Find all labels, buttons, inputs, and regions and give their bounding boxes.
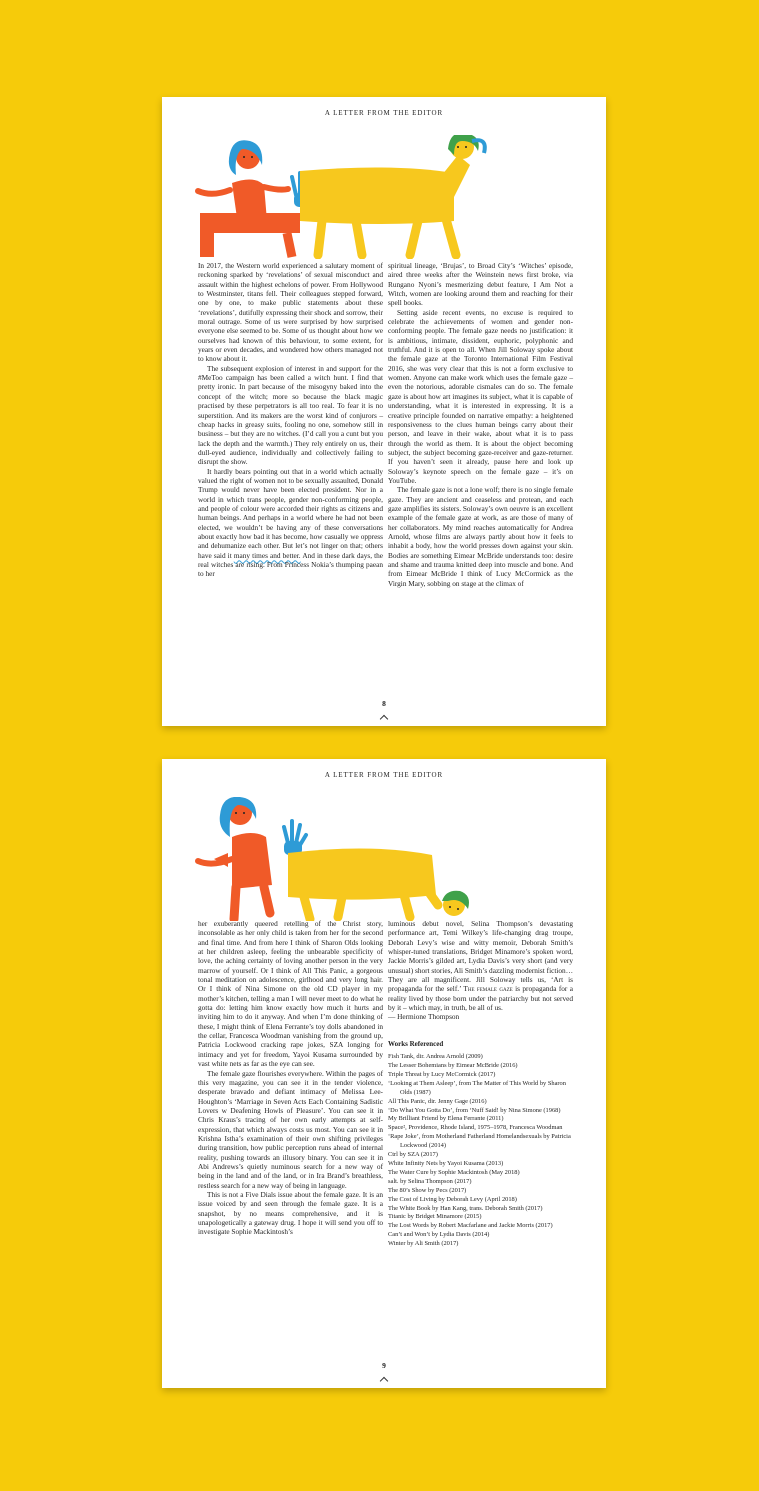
paragraph-text: And in these dark days, the real witches are rising. From Princess Nokia’s thumping paean to her: [198, 550, 384, 579]
small-caps-text: The female gaze: [463, 984, 513, 994]
list-item: Triple Threat by Lucy McCormick (2017): [388, 1070, 496, 1078]
list-item: Ctrl by SZA (2017): [388, 1151, 438, 1159]
list-item: Can’t and Won’t by Lydia Davis (2014): [388, 1231, 490, 1239]
works-referenced-heading: Works Referenced: [388, 1039, 444, 1048]
paragraph: [198, 467, 383, 579]
list-item: Space², Providence, Rhode Island, 1975–1978, Francesca Woodman: [388, 1124, 563, 1132]
illustration-witch-figures: [192, 797, 577, 921]
text-column-right: [388, 261, 573, 588]
caret-up-icon: [380, 1377, 388, 1385]
spellcheck-underlined-text: many times and better.: [233, 550, 301, 560]
list-item: Titanic by Bridget Minamore (2015): [388, 1213, 482, 1221]
text-column-left: [198, 261, 383, 579]
text-column-left: [198, 919, 383, 1237]
list-item: ‘Do What You Gotta Do’, from ‘Nuff Said! by Nina Simone (1968): [388, 1106, 561, 1114]
caret-up-icon: [380, 715, 388, 723]
list-item: ‘Rape Joke’, from Motherland Fatherland Homelandsexuals by Patricia Lockwood (2014): [388, 1133, 571, 1150]
list-item: White Infinity Nets by Yayoi Kusama (2013): [388, 1160, 504, 1167]
magazine-page-9: [162, 759, 606, 1388]
text-column-right: [388, 919, 573, 1249]
illustration-witch-figures: [192, 135, 577, 259]
paragraph: Setting aside recent events, no excuse is required to celebrate the achievements of women and gender non-conforming people. The female gaze needs no justification: it is ambitious, intimate, dissident, euphoric, polyphonic and truthful. And it is open to all. When Jill Soloway spoke about the female gaze at the Toronto International Film Festival 2016, she was very clear that this is not a form exclusive to women. Anyone can make work which uses the female gaze – even the notorious, adorable cismales can do so. The female gaze is about how art imagines its subject, what it is capable of understanding, what it is interested in expressing. It is a creative principle founded on narrative empathy: a heightened responsiveness to the clues human beings carry about their person, and leave in their wake, about what it is to pass through the world as them. It is about the object becoming subject, the subject becoming gaze-receiver and gaze-returner. If you haven’t seen it already, pause here and look up Soloway’s keynote speech on the female gaze – it’s on YouTube.: [388, 307, 573, 485]
page-number: 9: [382, 1361, 386, 1370]
list-item: The Cost of Living by Deborah Levy (April 2018): [388, 1195, 517, 1203]
list-item: Winter by Ali Smith (2017): [388, 1240, 459, 1248]
list-item: The Water Cure by Sophie Mackintosh (May 2018): [388, 1168, 520, 1176]
page-number: 8: [382, 699, 386, 708]
paragraph: [388, 919, 573, 1012]
paragraph: This is not a Five Dials issue about the female gaze. It is an issue voiced by and seen through the female gaze. It is a snapshot, by no means comprehensive, and it is unapologetically a gateway drug. I hope it will send you off to investigate Sophie Mackintosh’s: [198, 1189, 383, 1237]
paragraph: spiritual lineage, ‘Brujas’, to Broad City’s ‘Witches’ episode, aired three weeks after the Weinstein news first broke, via Rungano Nyoni’s mesmerizing debut feature, I Am Not a Witch, women are looking around them and reaching for their spell books.: [388, 261, 573, 308]
paragraph: The subsequent explosion of interest in and support for the #MeToo campaign has been called a witch hunt. I find that pretty ironic. In part because of the misogyny baked into the concept of the witch; more so because the black magic practised by these perpetrators is all too real. To fear it is no superstition. And its makers are the worst kind of conjurors – cheap hacks in greasy suits, fooling no one, somehow still in business – but they are no witches. (I’d call you a cunt but you lack the depth and the warmth.) They rely entirely on us, their dull-eyed audience, individually and collectively failing to disrupt the show.: [198, 363, 383, 467]
paragraph-text: is propaganda for a reality lived by those born under the patriarchy but not served by it – which may, in truth, be all of us.: [388, 984, 574, 1013]
works-referenced-list: [388, 1053, 573, 1249]
list-item: The Lost Words by Robert Macfarlane and Jackie Morris (2017): [388, 1222, 553, 1230]
paragraph-text: It hardly bears pointing out that in a world which actually valued the right of women not to be sexually assaulted, Donald Trump would never have been elected president. Nor in a world in which trans people, gender non-conforming people, and people of colour were accorded their rights as citizens and human beings. And perhaps in a world where he had not been elected, we wouldn’t be having any of these conversations about exactly how bad it has become, how casually we oppress and dehumanize each other. But let’s not linger on that; others have said it: [198, 466, 383, 560]
paragraph: The female gaze flourishes everywhere. Within the pages of this very magazine, you can see it in the tender violence, desperate bravado and defiant intimacy of Melissa Lee-Houghton’s ‘Marriage in Seven Acts Each Containing Sadistic Lovers w Deafening Howls of Pleasure’. You can see it in Chris Kraus’s tracing of her own early attempts at self-expression, that which always costs us most. You can see it in Krishna Istha’s examination of their own shifting privileges during transition, how public perception runs ahead of internal reality, pushing towards an illusory binary. You can see it in Abi Andrews’s quietly numinous search for a new way of being in the land and of the land, or in Ira Brand’s breathless, restless search for a new way of being in language.: [198, 1068, 383, 1190]
list-item: The Lesser Bohemians by Eimear McBride (2016): [388, 1062, 518, 1070]
running-head: A LETTER FROM THE EDITOR: [324, 771, 444, 779]
list-item: All This Panic, dir. Jenny Gage (2016): [388, 1097, 487, 1105]
paragraph: In 2017, the Western world experienced a salutary moment of reckoning sparked by ‘revelations’ of sexual misconduct and assault within the highest echelons of power. From Hollywood to Westminster, titans fell. Their colleagues stepped forward, one by one, to make public statements about these ‘revelations’, dutifully expressing their shock and sorrow, their moral outrage. Some of us were surprised by how surprised everyone else seemed to be. Some of us thought about how we ourselves had known of this behaviour, to some extent, for years or even decades, and wondered how others managed not to know about it.: [198, 261, 383, 364]
list-item: ‘Looking at Them Asleep’, from The Matter of This World by Sharon Olds (1987): [388, 1079, 566, 1096]
running-head: A LETTER FROM THE EDITOR: [324, 109, 444, 117]
list-item: salt. by Selina Thompson (2017): [388, 1177, 472, 1185]
paragraph: The female gaze is not a lone wolf; there is no single female gaze. They are ancient and ceaseless and protean, and each gaze amplifies its sisters. Soloway’s own oeuvre is an excellent example of the female gaze at work, as are those of many of her collaborators. My mind reaches automatically for Andrea Arnold, whose films are always partly about how it feels to inhabit a body, how the world presses down against your skin. Bodies are something Eimear McBride understands too: desire and shame and trauma knitted deep into muscle and bone. And from Eimear McBride I think of Lucy McCormick as the Virgin Mary, sobbing on stage at the climax of: [388, 485, 573, 588]
paragraph-text: luminous debut novel, Selina Thompson’s devastating performance art, Temi Wilkey’s life-changing drag troupe, Deborah Levy’s wise and witty memoir, Deborah Smith’s whisper-tuned translations, Bridget Minamore’s spoken word, Jackie Morris’s gilded art, Lydia Davis’s very short (and very unusual) short stories, Ali Smith’s dazzling modernist fiction… They are all magnificent. Jill Soloway tells us, ‘Art is propaganda for the self.’: [388, 919, 573, 994]
list-item: Fish Tank, dir. Andrea Arnold (2009): [388, 1053, 483, 1061]
paragraph: her exuberantly queered retelling of the Christ story, inconsolable as her only child is taken from her for the second and final time. And from here I think of Sharon Olds looking at her children asleep, feeling the unbearable specificity of love, the aching certainty of loving another person in the very marrow of yourself. Or I think of All This Panic, a gorgeous tonal meditation on adolescence, girlhood and very long hair. Or I think of Nina Simone on the old CD player in my mother’s kitchen, telling a man I will never meet to do what he gotta do: letting him know exactly how much it hurts and inviting him to do it anyway. And when I’m done thinking of these, I might think of Elena Ferrante’s toy dolls abandoned in the cellar, Francesca Woodman vanishing from the ground up, Patricia Lockwood cracking rape jokes, SZA longing for intimacy and yet for freedom, Yayoi Kusama surrounded by vast white nets as far as the eye can see.: [198, 919, 383, 1069]
list-item: The 80’s Show by Pecs (2017): [388, 1186, 467, 1194]
list-item: The White Book by Han Kang, trans. Deborah Smith (2017): [388, 1204, 543, 1212]
list-item: My Brilliant Friend by Elena Ferrante (2011): [388, 1115, 504, 1123]
magazine-page-8: [162, 97, 606, 726]
author-signature: — Hermione Thompson: [388, 1012, 460, 1022]
